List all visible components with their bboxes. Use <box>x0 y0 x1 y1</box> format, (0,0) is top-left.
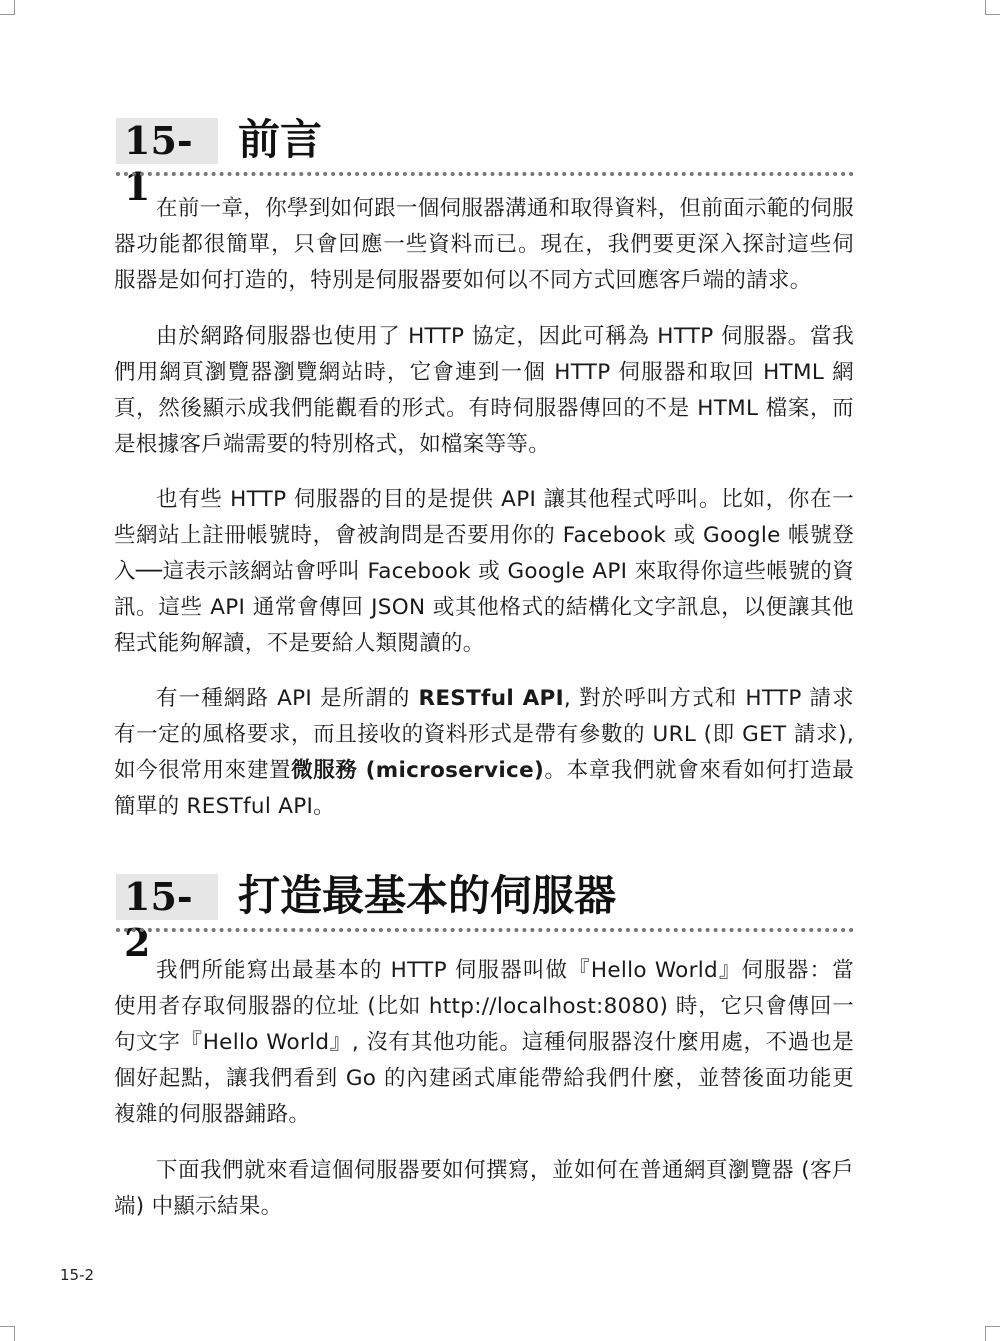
paragraph: 在前一章，你學到如何跟一個伺服器溝通和取得資料，但前面示範的伺服器功能都很簡單，只會回應一些資料而已。現在，我們要更深入探討這些伺服器是如何打造的，特別是伺服器要如何以不同方式回應客戶端的請求。 <box>114 196 854 293</box>
text-run: 有一種網路 API 是所謂的 <box>156 686 419 711</box>
bold-term: 微服務 (microservice) <box>291 758 545 783</box>
crop-mark <box>985 0 1000 15</box>
paragraph: 我們所能寫出最基本的 HTTP 伺服器叫做『Hello World』伺服器：當使用者存取伺服器的位址 (比如 http://localhost:8080) 時，它只會傳回一句文字『Hello World』, 沒有其他功能。這種伺服器沒什麼用處，不過也是個好起點，讓我們看到 Go 的內建函式庫能帶給我們什麼，並替後面功能更複雜的伺服器鋪路。 <box>114 958 854 1127</box>
section-heading <box>116 866 854 965</box>
paragraph <box>114 681 854 825</box>
text-run: 。本章我們就會來看如何打造最簡單的 RESTful API。 <box>114 758 855 819</box>
crop-mark <box>0 0 15 15</box>
paragraph: 下面我們就來看這個伺服器要如何撰寫，並如何在普通網頁瀏覽器 (客戶端) 中顯示結果。 <box>114 1158 854 1219</box>
bold-term: RESTful API <box>418 686 564 711</box>
dotted-rule <box>116 172 854 176</box>
paragraph: 也有些 HTTP 伺服器的目的是提供 API 讓其他程式呼叫。比如，你在一些網站上註冊帳號時，會被詢問是否要用你的 Facebook 或 Google 帳號登入──這表示該網站會呼叫 Facebook 或 Google API 來取得你這些帳號的資訊。這些 API 通常會傳回 JSON 或其他格式的結構化文字訊息，以便讓其他程式能夠解讀，不是要給人類閱讀的。 <box>114 487 854 656</box>
section-heading <box>116 110 854 209</box>
section-title: 打造最基本的伺服器 <box>238 871 617 920</box>
section-number: 15-2 <box>116 874 218 920</box>
page-number: 15-2 <box>60 1266 95 1284</box>
crop-mark <box>0 1326 15 1341</box>
text-run: , 對於呼叫方式和 HTTP 請求有一定的風格要求，而且接收的資料形式是帶有參數的 URL (即 GET 請求), 如今很常用來建置 <box>114 686 854 783</box>
dotted-rule <box>116 928 854 932</box>
paragraph: 由於網路伺服器也使用了 HTTP 協定，因此可稱為 HTTP 伺服器。當我們用網頁瀏覽器瀏覽網站時，它會連到一個 HTTP 伺服器和取回 HTML 網頁，然後顯示成我們能觀看的形式。有時伺服器傳回的不是 HTML 檔案，而是根據客戶端需要的特別格式，如檔案等等。 <box>114 324 854 457</box>
section-number: 15-1 <box>116 118 218 164</box>
section-title: 前言 <box>238 115 323 164</box>
crop-mark <box>985 1326 1000 1341</box>
